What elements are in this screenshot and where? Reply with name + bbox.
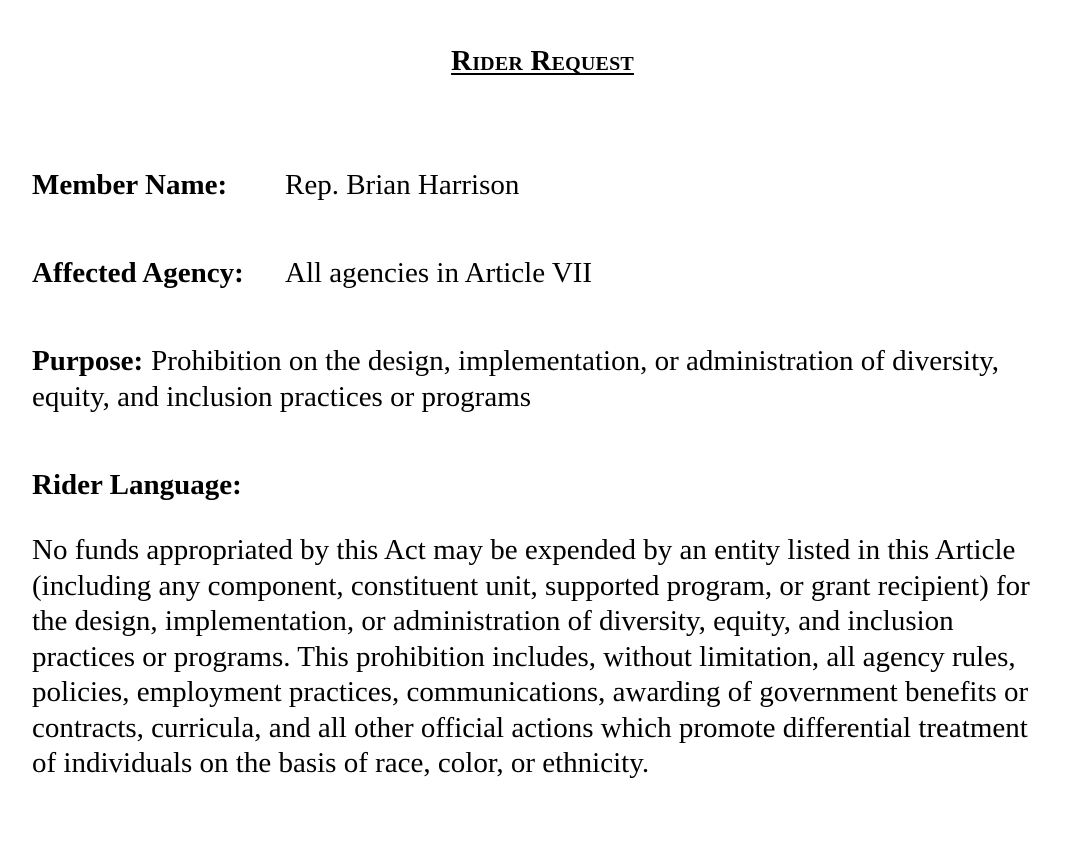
affected-agency-label: Affected Agency: [32,257,244,289]
rider-language-body: No funds appropriated by this Act may be expended by an entity listed in this Article (including any component, constituent unit, supported program, or grant recipient) for the design, implementation, or administration of diversity, equity, and inclusion practices or programs. This prohibition includes, without limitation, all agency rules, policies, employment practices, communications, awarding of government benefits or contracts, curricula, and all other official actions which promote differential treatment of individuals on the basis of race, color, or ethnicity. [32,534,1030,779]
purpose-field [32,343,1042,415]
purpose-label: Purpose: [32,345,144,377]
member-name-label: Member Name: [32,169,228,201]
rider-language-heading: Rider Language: [32,469,242,501]
document-title: Rider Request [451,45,634,77]
affected-agency-field [32,255,592,291]
affected-agency-value: All agencies in Article VII [285,257,593,289]
member-name-field [32,167,519,203]
member-name-value: Rep. Brian Harrison [285,169,520,201]
purpose-value: Prohibition on the design, implementation, or administration of diversity, equity, and inclusion practices or programs [32,345,1000,413]
